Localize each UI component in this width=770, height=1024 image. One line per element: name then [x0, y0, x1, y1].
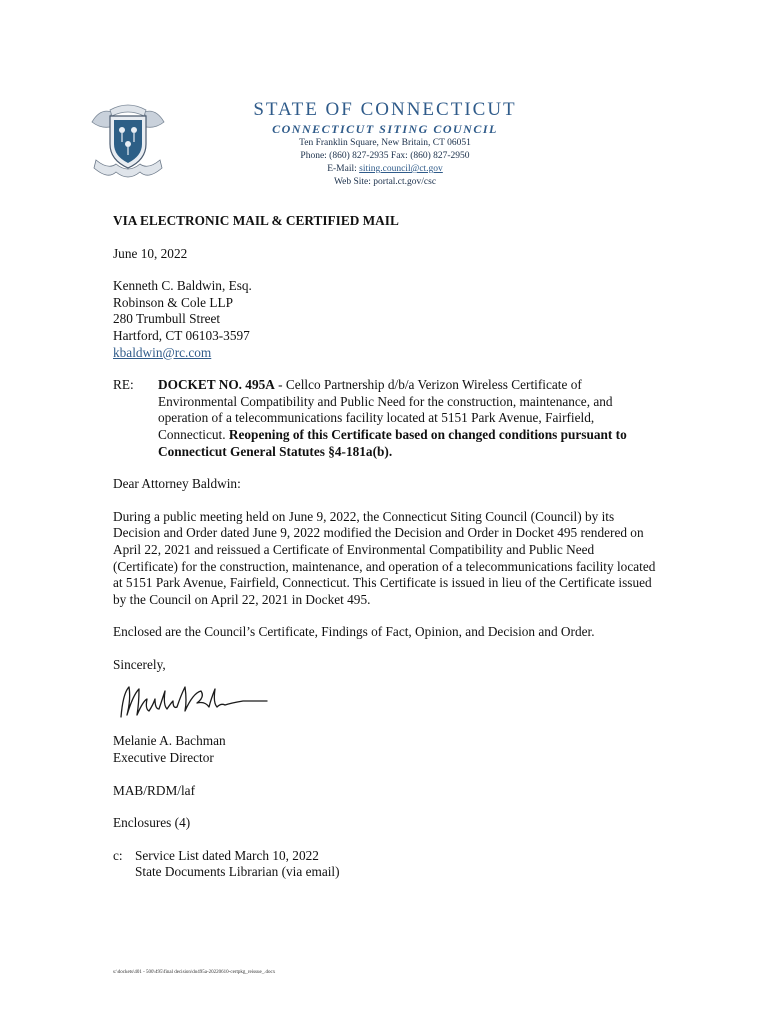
cc-list [135, 848, 340, 881]
body-paragraph-1: During a public meeting held on June 9, 2022, the Connecticut Siting Council (Council) by its Decision and Order dated June 9, 2022 modified the Decision and Order in Docket 495 rendered on April 22, 2021 and reissued a Certificate of Environmental Compatibility and Public Need (Certificate) for the construction, maintenance, and operation of a telecommunications facility located at 5151 Park Avenue, Fairfield, Connecticut. This Certificate is issued in lieu of the Certificate issued by the Council on April 22, 2021 in Docket 495. [113, 508, 656, 607]
council-email-line [200, 163, 570, 176]
re-emphasis: Reopening of this Certificate based on changed conditions pursuant to Connecticut General Statutes §4-181a(b). [158, 426, 627, 459]
enclosures: Enclosures (4) [113, 815, 191, 831]
recipient-email-link[interactable]: kbaldwin@rc.com [113, 344, 212, 360]
council-name: CONNECTICUT SITING COUNCIL [272, 122, 498, 136]
cc-label: c: [113, 847, 123, 863]
council-website: Web Site: portal.ct.gov/csc [333, 177, 437, 187]
council-email-link[interactable]: siting.council@ct.gov [359, 164, 443, 174]
salutation: Dear Attorney Baldwin: [113, 476, 241, 492]
recipient-firm: Robinson & Cole LLP [113, 294, 234, 310]
cc-block [113, 848, 658, 881]
recipient-name: Kenneth C. Baldwin, Esq. [113, 278, 252, 294]
re-label: RE: [113, 377, 134, 393]
closing: Sincerely, [113, 656, 166, 672]
signer-name: Melanie A. Bachman [113, 733, 226, 749]
re-text [158, 377, 658, 460]
state-title: STATE OF CONNECTICUT [253, 99, 517, 120]
docket-number: DOCKET NO. 495A [158, 377, 275, 393]
signer-title: Executive Director [113, 750, 214, 766]
email-prefix: E-Mail: [327, 164, 360, 174]
reference-initials: MAB/RDM/laf [113, 782, 196, 798]
recipient-city: Hartford, CT 06103-3597 [113, 327, 250, 343]
council-address: Ten Franklin Square, New Britain, CT 06051 [299, 138, 471, 148]
cc-item: Service List dated March 10, 2022 [135, 847, 319, 863]
file-path-footer: s:\dockets\401 - 500\495\final decision\do495a-20220610-certpkg_reissue_.docx [113, 970, 276, 975]
re-block [113, 377, 658, 460]
recipient-street: 280 Trumbull Street [113, 311, 221, 327]
re-description: - Cellco Partnership d/b/a Verizon Wireless Certificate of Environmental Compatibility and Public Need for the construction, maintenance, and operation of a telecommunications facility located at 5151 Park Avenue, Fairfield, Connecticut. [158, 377, 613, 442]
cc-item: State Documents Librarian (via email) [135, 864, 340, 880]
letter-date: June 10, 2022 [113, 245, 188, 261]
recipient-block [113, 278, 658, 361]
letterhead [200, 100, 570, 189]
delivery-method: VIA ELECTRONIC MAIL & CERTIFIED MAIL [113, 213, 399, 228]
council-phone-fax: Phone: (860) 827-2935 Fax: (860) 827-2950 [300, 151, 470, 161]
handwritten-signature [113, 679, 273, 723]
state-seal-logo [86, 100, 170, 182]
body-paragraph-2: Enclosed are the Council’s Certificate, Findings of Fact, Opinion, and Decision and Order. [113, 624, 595, 640]
letter-body [113, 213, 658, 881]
